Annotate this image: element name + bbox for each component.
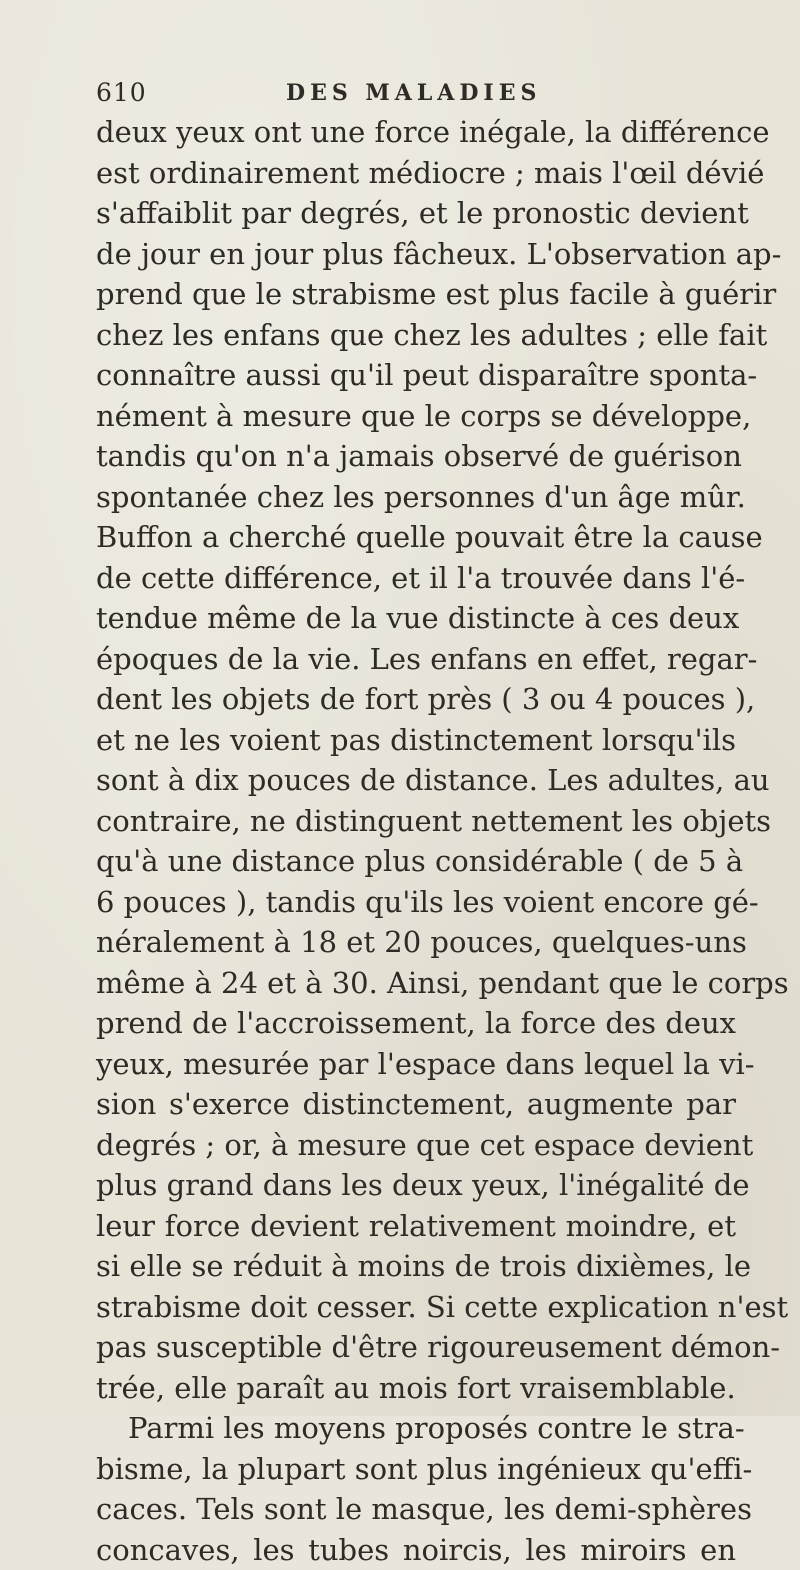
text-line: sont à dix pouces de distance. Les adultes, au [96,760,736,801]
text-line: est ordinairement médiocre ; mais l'œil dévié [96,153,736,194]
text-line: deux yeux ont une force inégale, la différence [96,112,736,153]
text-line: néralement à 18 et 20 pouces, quelques-uns [96,922,736,963]
text-line: de cette différence, et il l'a trouvée dans l'é- [96,558,736,599]
text-line: prend que le strabisme est plus facile à guérir [96,274,736,315]
body-text [96,112,736,1570]
text-line: spontanée chez les personnes d'un âge mûr. [96,477,736,518]
text-line: époques de la vie. Les enfans en effet, regar- [96,639,736,680]
text-line: tandis qu'on n'a jamais observé de guérison [96,436,736,477]
text-line: nément à mesure que le corps se développe, [96,396,736,437]
text-line: yeux, mesurée par l'espace dans lequel la vi- [96,1044,736,1085]
text-line: et ne les voient pas distinctement lorsqu'ils [96,720,736,761]
text-line: contraire, ne distinguent nettement les objets [96,801,736,842]
text-line: Buffon a cherché quelle pouvait être la cause [96,517,736,558]
text-line: si elle se réduit à moins de trois dixièmes, le [96,1246,736,1287]
text-line: trée, elle paraît au mois fort vraisemblable. [96,1368,736,1409]
text-line: connaître aussi qu'il peut disparaître sponta- [96,355,736,396]
text-line: dent les objets de fort près ( 3 ou 4 pouces ), [96,679,736,720]
page-number: 610 [96,78,147,107]
text-line: plus grand dans les deux yeux, l'inégalité de [96,1165,736,1206]
text-line: sion s'exerce distinctement, augmente par [96,1084,736,1125]
text-line: bisme, la plupart sont plus ingénieux qu'effi- [96,1449,736,1490]
text-line: leur force devient relativement moindre, et [96,1206,736,1247]
paragraph-start-line: Parmi les moyens proposés contre le stra- [96,1408,736,1449]
text-line: degrés ; or, à mesure que cet espace devient [96,1125,736,1166]
text-line: qu'à une distance plus considérable ( de 5 à [96,841,736,882]
text-line: tendue même de la vue distincte à ces deux [96,598,736,639]
text-line: prend de l'accroissement, la force des deux [96,1003,736,1044]
text-line: même à 24 et à 30. Ainsi, pendant que le corps [96,963,736,1004]
running-head [96,78,746,108]
text-line: 6 pouces ), tandis qu'ils les voient encore gé- [96,882,736,923]
text-line: strabisme doit cesser. Si cette explication n'est [96,1287,736,1328]
text-line: caces. Tels sont le masque, les demi-sphères [96,1489,736,1530]
text-line: pas susceptible d'être rigoureusement démon- [96,1327,736,1368]
text-line: chez les enfans que chez les adultes ; elle fait [96,315,736,356]
text-line: concaves, les tubes noircis, les miroirs en [96,1530,736,1570]
text-line: de jour en jour plus fâcheux. L'observation ap- [96,234,736,275]
text-line: s'affaiblit par degrés, et le pronostic devient [96,193,736,234]
running-title: DES MALADIES [286,80,541,106]
